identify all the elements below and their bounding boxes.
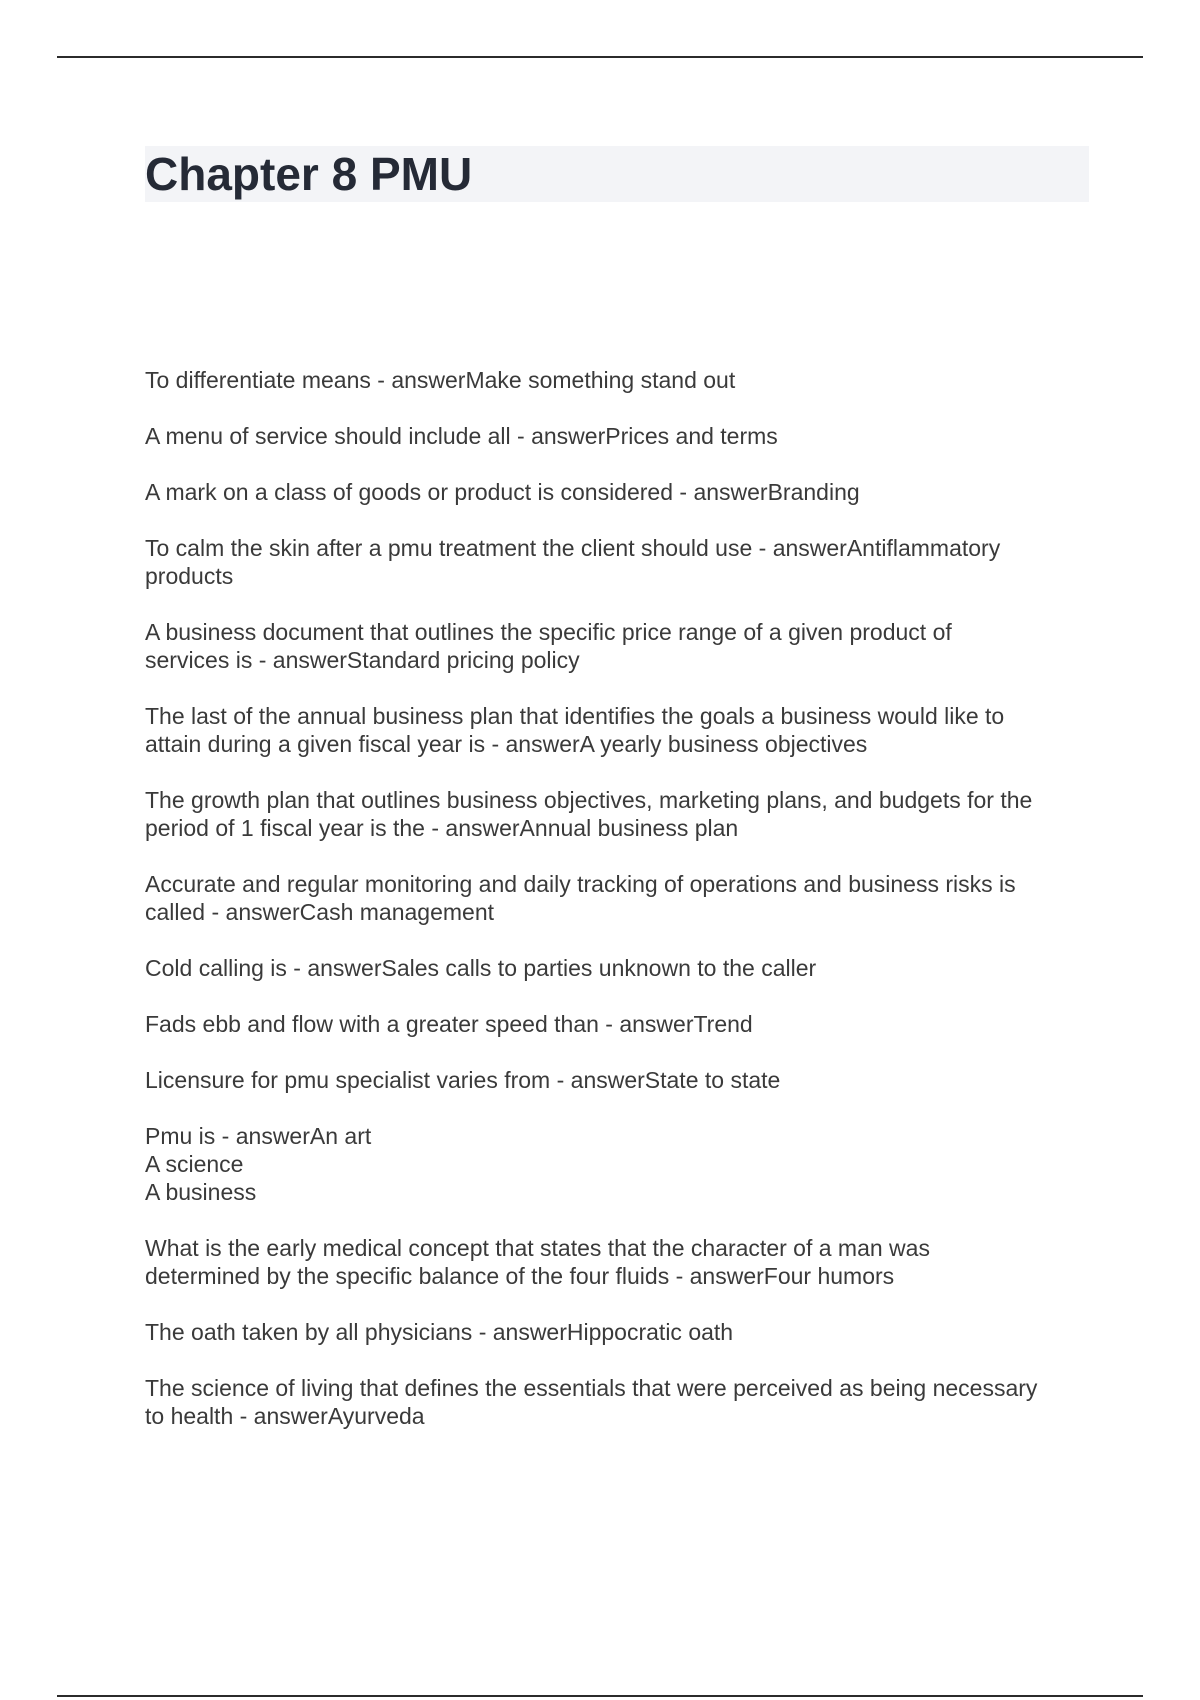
qa-item: Fads ebb and flow with a greater speed than - answerTrend [145, 1011, 753, 1037]
qa-item: The last of the annual business plan that identifies the goals a business would like to attain during a given fiscal year is - answerA yearly business objectives [145, 703, 1005, 757]
qa-item: The growth plan that outlines business objectives, marketing plans, and budgets for the period of 1 fiscal year is the - answerAnnual business plan [145, 787, 1033, 841]
qa-item: A business document that outlines the specific price range of a given product of services is - answerStandard pricing policy [145, 619, 952, 673]
qa-item: Cold calling is - answerSales calls to parties unknown to the caller [145, 955, 817, 981]
bottom-rule [57, 1695, 1143, 1697]
top-rule [57, 56, 1143, 58]
page-title: Chapter 8 PMU [145, 148, 473, 200]
qa-item: To calm the skin after a pmu treatment the client should use - answerAntiflammatory products [145, 535, 1001, 589]
qa-item: What is the early medical concept that states that the character of a man was determined by the specific balance of the four fluids - answerFour humors [145, 1235, 930, 1289]
qa-item: Licensure for pmu specialist varies from - answerState to state [145, 1067, 781, 1093]
qa-item: A menu of service should include all - answerPrices and terms [145, 423, 778, 449]
qa-item: Accurate and regular monitoring and daily tracking of operations and business risks is called - answerCash management [145, 871, 1016, 925]
qa-list [145, 366, 1095, 1458]
qa-item: To differentiate means - answerMake something stand out [145, 367, 736, 393]
qa-item: Pmu is - answerAn art A science A business [145, 1123, 372, 1205]
qa-item: The oath taken by all physicians - answerHippocratic oath [145, 1319, 734, 1345]
qa-item: The science of living that defines the essentials that were perceived as being necessary to health - answerAyurveda [145, 1375, 1038, 1429]
qa-item: A mark on a class of goods or product is considered - answerBranding [145, 479, 860, 505]
